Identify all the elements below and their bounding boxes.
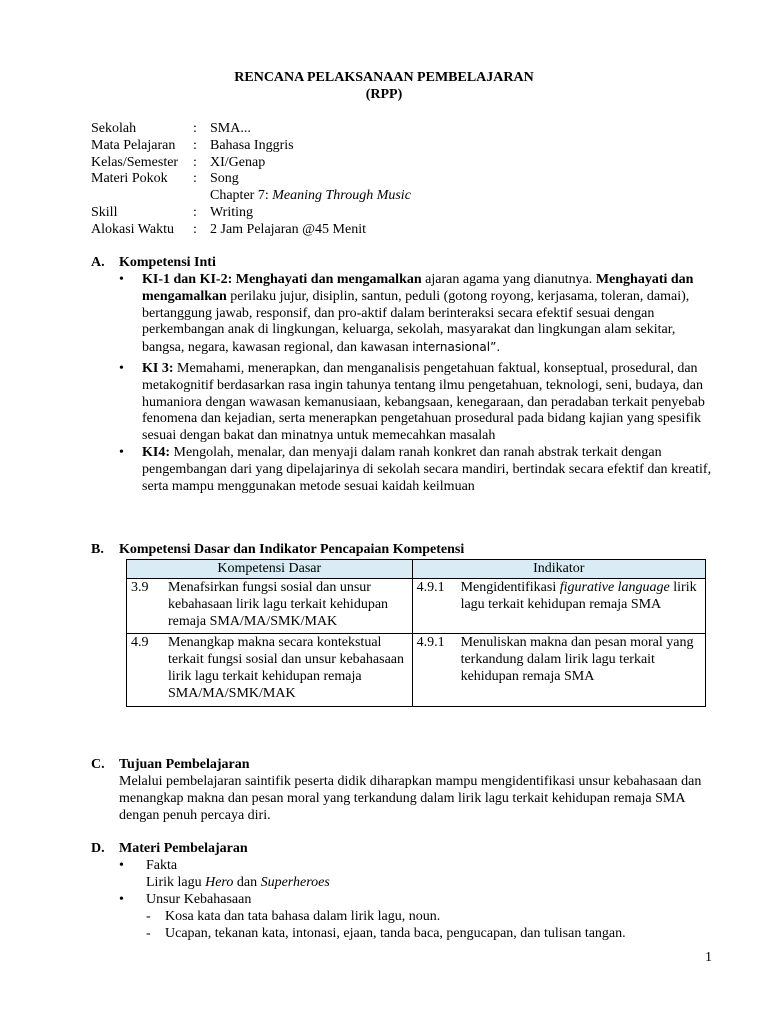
bullet-icon: •	[119, 858, 124, 873]
section-d-heading: D. Materi Pembelajaran	[91, 841, 248, 856]
table-header-row	[127, 560, 706, 579]
document-page: RENCANA PELAKSANAAN PEMBELAJARAN (RPP) Sekolah : SMA... Mata Pelajaran : Bahasa Inggris Kelas/Semester : XI/Genap Materi Pokok : Song Chapter 7: Meaning Through Music Skill : Writing Alokasi Waktu : 2 Jam Pelajaran @45 Menit A. Kompetensi Inti • KI-1 dan KI-2: Menghayati dan mengamalkan ajaran agama yang dianutnya. Menghayati dan mengamalkan perilaku jujur, disiplin, santun, peduli (gotong royong, kerjasama, toleran, damai), bertanggung jawab, responsif, dan pro-aktif dalam berinteraksi secara efektif sesuai dengan perkembangan anak di lingkungan, keluarga, sekolah, masyarakat dan lingkungan alam sekitar, bangsa, negara, kawasan regional, dan kawasan internasional”. • KI 3: Memahami, menerapkan, dan menganalisis pengetahuan faktual, konseptual, prosedural, dan metakognitif berdasarkan rasa ingin tahunya tentang ilmu pengetahuan, teknologi, seni, budaya, dan humaniora dengan wawasan kemanusiaan, kebangsaan, kenegaraan, dan peradaban terkait penyebab fenomena dan kejadian, serta menerapkan pengetahuan prosedural pada bidang kajian yang spesifik sesuai dengan bakat dan minatnya untuk memecahkan masalah • KI4: Mengolah, menalar, dan menyaji dalam ranah konkret dan ranah abstrak terkait dengan pengembangan dari yang dipelajarinya di sekolah secara mandiri, bertindak secara efektif dan kreatif, serta mampu menggunakan metode sesuai kaidah keilmuan B. Kompetensi Dasar dan Indikator Pencapaian Kompetensi Kompetensi Dasar Indikator 3.9 Menafsirkan fungsi sosial dan unsur kebahasaan lirik lagu terkait kehidupan remaja SMA/MA/SMK/MAK 4.9.1 Mengidentifikasi figurative language lirik lagu terkait kehidupan remaja SMA 4.9 Menangkap makna secara kontekstual terkait fungsi sosial dan unsur kebahasaan lirik lagu terkait kehidupan remaja SMA/MA/SMK/MAK 4.9.1 Menuliskan makna dan pesan moral yang terkandung dalam lirik lagu terkait kehidupan remaja SMA C. Tujuan Pembelajaran Melalui pembelajaran saintifik peserta didik diharapkan mampu mengidentifikasi unsur kebahasaan dan menangkap makna dan pesan moral yang terkandung dalam lirik lagu terkait kehidupan remaja SMA dengan penuh percaya diri. D. Materi Pembelajaran • Fakta Lirik lagu Hero dan Superheroes • Unsur Kebahasaan - Kosa kata dan tata bahasa dalam lirik lagu, noun. - Ucapan, tekanan kata, intonasi, ejaan, tanda baca, pengucapan, dan tulisan tangan. 1	[0, 0, 768, 1024]
page-number: 1	[705, 950, 712, 965]
list-item: - Ucapan, tekanan kata, intonasi, ejaan, tanda baca, pengucapan, dan tulisan tangan.	[146, 926, 626, 941]
ki-1-2-item: • KI-1 dan KI-2: Menghayati dan mengamalkan ajaran agama yang dianutnya. Menghayati dan mengamalkan perilaku jujur, disiplin, santun, peduli (gotong royong, kerjasama, toleran, damai), bertanggung jawab, responsif, dan pro-aktif dalam berinteraksi secara efektif sesuai dengan perkembangan anak di lingkungan, keluarga, sekolah, masyarakat dan lingkungan alam sekitar, bangsa, negara, kawasan regional, dan kawasan internasional”.	[119, 272, 694, 356]
title-line-2: (RPP)	[365, 87, 403, 102]
indicator-number: 4.9.1	[416, 635, 445, 651]
indicator-text: Menuliskan makna dan pesan moral yang terkandung dalam lirik lagu terkait kehidupan remaja SMA	[460, 635, 694, 684]
table-header-kompetensi-dasar: Kompetensi Dasar	[127, 560, 413, 579]
section-a-heading: A. Kompetensi Inti	[91, 255, 216, 270]
dash-icon: -	[146, 926, 151, 941]
competency-table	[126, 559, 706, 707]
list-item: - Kosa kata dan tata bahasa dalam lirik lagu, noun.	[146, 909, 441, 924]
learning-objective-text: Melalui pembelajaran saintifik peserta didik diharapkan mampu mengidentifikasi unsur kebahasaan dan menangkap makna dan pesan moral yang terkandung dalam lirik lagu terkait kehidupan remaja SMA dengan penuh percaya diri.	[119, 774, 702, 823]
list-item-fakta-detail: Lirik lagu Hero dan Superheroes	[146, 875, 330, 890]
kd-number: 4.9	[131, 635, 149, 651]
section-c-heading: C. Tujuan Pembelajaran	[91, 757, 250, 772]
table-header-indikator: Indikator	[412, 560, 705, 579]
table-row	[127, 579, 706, 634]
table-row	[127, 634, 706, 706]
indicator-number: 4.9.1	[416, 580, 445, 595]
materials-list	[119, 858, 719, 943]
title-line-1: RENCANA PELAKSANAAN PEMBELAJARAN	[234, 70, 534, 85]
ki-3-item: • KI 3: Memahami, menerapkan, dan menganalisis pengetahuan faktual, konseptual, prosedural, dan metakognitif berdasarkan rasa ingin tahunya tentang ilmu pengetahuan, teknologi, seni, budaya, dan humaniora dengan wawasan kemanusiaan, kebangsaan, kenegaraan, dan peradaban terkait penyebab fenomena dan kejadian, serta menerapkan pengetahuan prosedural pada bidang kajian yang spesifik sesuai dengan bakat dan minatnya untuk memecahkan masalah	[119, 360, 705, 444]
section-b-heading: B. Kompetensi Dasar dan Indikator Pencapaian Kompetensi	[91, 542, 465, 557]
list-item-fakta: • Fakta	[119, 858, 178, 873]
bullet-icon: •	[119, 272, 124, 287]
ki-4-item: • KI4: Mengolah, menalar, dan menyaji dalam ranah konkret dan ranah abstrak terkait dengan pengembangan dari yang dipelajarinya di sekolah secara mandiri, bertindak secara efektif dan kreatif, serta mampu menggunakan metode sesuai kaidah keilmuan	[119, 444, 712, 494]
dash-icon: -	[146, 909, 151, 924]
kd-number: 3.9	[131, 580, 149, 595]
kd-text: Menangkap makna secara kontekstual terkait fungsi sosial dan unsur kebahasaan lirik lagu terkait kehidupan remaja SMA/MA/SMK/MAK	[168, 635, 404, 701]
bullet-icon: •	[119, 444, 124, 460]
document-title	[0, 70, 768, 104]
bullet-icon: •	[119, 892, 124, 907]
indicator-text: Mengidentifikasi figurative language lirik lagu terkait kehidupan remaja SMA	[460, 580, 697, 612]
kd-text: Menafsirkan fungsi sosial dan unsur kebahasaan lirik lagu terkait kehidupan remaja SMA/MA/SMK/MAK	[168, 580, 389, 629]
bullet-icon: •	[119, 360, 124, 376]
ki-list	[119, 272, 719, 495]
list-item-unsur: • Unsur Kebahasaan	[119, 892, 252, 907]
